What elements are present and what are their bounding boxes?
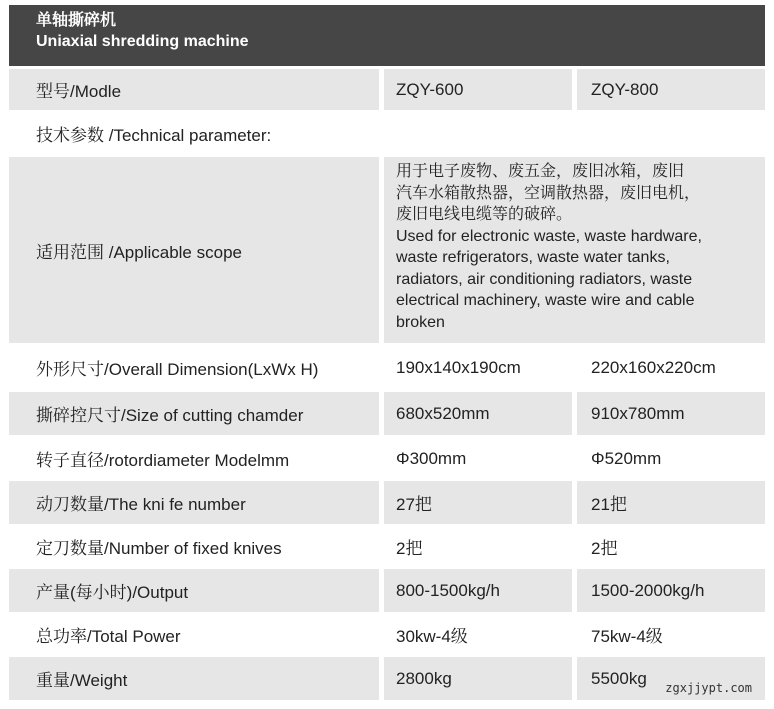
scope-line: Used for electronic waste, waste hardware, bbox=[396, 227, 702, 245]
row-label: 型号/Modle bbox=[36, 82, 122, 101]
table-row bbox=[9, 392, 765, 435]
value-zqy600: 27把 bbox=[396, 495, 432, 514]
value-zqy800: 220x160x220cm bbox=[591, 357, 716, 377]
section-label: 技术参数 /Technical parameter: bbox=[36, 125, 272, 145]
scope-line: radiators, air conditioning radiators, waste bbox=[396, 270, 693, 288]
value-zqy600: 190x140x190cm bbox=[396, 357, 521, 377]
value-zqy800: Φ520mm bbox=[591, 448, 662, 468]
value-zqy600: 30kw-4级 bbox=[396, 627, 468, 646]
scope-line: 废旧电线电缆等的破碎。 bbox=[396, 206, 573, 223]
value-zqy600: 800-1500kg/h bbox=[396, 580, 500, 600]
row-label: 总功率/Total Power bbox=[36, 627, 181, 646]
row-label: 动刀数量/The kni fe number bbox=[36, 495, 246, 514]
table-row bbox=[9, 346, 765, 389]
value-zqy600: 2把 bbox=[396, 539, 423, 558]
value-zqy600: 680x520mm bbox=[396, 403, 490, 423]
value-zqy800: 910x780mm bbox=[591, 403, 685, 423]
scope-line: 用于电子废物、废五金，废旧冰箱，废旧 bbox=[396, 163, 685, 180]
scope-line: 汽车水箱散热器，空调散热器，废旧电机， bbox=[396, 184, 701, 202]
row-label: 重量/Weight bbox=[36, 671, 128, 690]
value-zqy800: 21把 bbox=[591, 495, 627, 514]
value-zqy800: 1500-2000kg/h bbox=[591, 580, 705, 600]
value-zqy800: 5500kg bbox=[591, 668, 647, 688]
value-zqy600: ZQY-600 bbox=[396, 79, 464, 99]
scope-line: waste refrigerators, waste water tanks, bbox=[396, 249, 670, 266]
title-english: Uniaxial shredding machine bbox=[36, 33, 249, 50]
title-chinese: 单轴撕碎机 bbox=[36, 12, 117, 29]
scope-line: broken bbox=[396, 313, 445, 331]
table-header bbox=[9, 5, 765, 66]
table-row-model bbox=[9, 69, 765, 110]
scope-description bbox=[396, 161, 766, 333]
value-zqy800: 75kw-4级 bbox=[591, 627, 663, 646]
row-label: 产量(每小时)/Output bbox=[36, 583, 189, 602]
row-label: 定刀数量/Number of fixed knives bbox=[36, 539, 282, 558]
value-zqy600: 2800kg bbox=[396, 668, 452, 688]
table-row bbox=[9, 525, 765, 568]
scope-line: electrical machinery, waste wire and cable bbox=[396, 292, 695, 309]
table-row-technical bbox=[9, 112, 765, 154]
table-row bbox=[9, 613, 765, 656]
row-label: 适用范围 /Applicable scope bbox=[36, 242, 242, 262]
value-zqy800: 2把 bbox=[591, 539, 618, 558]
table-row bbox=[9, 481, 765, 524]
row-label: 外形尺寸/Overall Dimension(LxWx H) bbox=[36, 360, 319, 379]
row-label: 撕碎控尺寸/Size of cutting chamder bbox=[36, 406, 304, 425]
table-row bbox=[9, 437, 765, 480]
value-zqy600: Φ300mm bbox=[396, 448, 467, 468]
watermark: zgxjjypt.com bbox=[665, 681, 752, 695]
table-row-scope bbox=[9, 157, 765, 343]
row-label: 转子直径/rotordiameter Modelmm bbox=[36, 451, 290, 470]
value-zqy800: ZQY-800 bbox=[591, 79, 659, 99]
table-row bbox=[9, 569, 765, 612]
table-row bbox=[9, 657, 765, 700]
